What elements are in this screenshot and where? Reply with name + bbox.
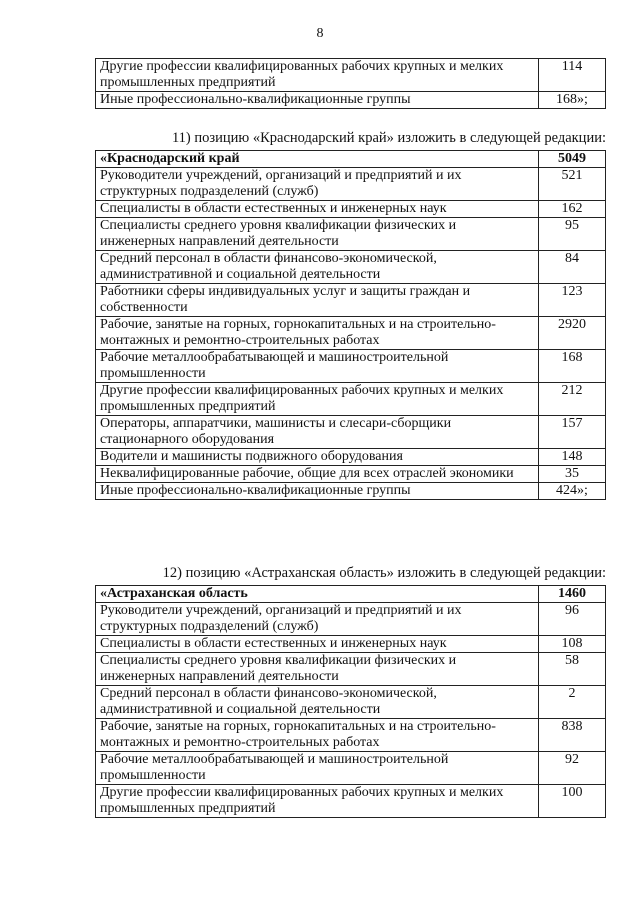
table-astrakhan xyxy=(95,585,606,818)
row-label: Специалисты среднего уровня квалификации физических и инженерных направлений деятельности xyxy=(96,218,539,251)
row-label: Иные профессионально-квалификационные группы xyxy=(96,483,539,500)
table-row xyxy=(96,603,606,636)
row-value: 100 xyxy=(539,785,606,818)
row-value: 148 xyxy=(539,449,606,466)
table-row xyxy=(96,449,606,466)
table-row xyxy=(96,317,606,350)
table-row xyxy=(96,383,606,416)
table-row xyxy=(96,653,606,686)
paragraph-12: 12) позицию «Астраханская область» изложить в следующей редакции: xyxy=(162,565,606,581)
row-label: Иные профессионально-квалификационные группы xyxy=(96,92,539,109)
row-label: Специалисты в области естественных и инженерных наук xyxy=(96,636,539,653)
row-label: Рабочие металлообрабатывающей и машиностроительной промышленности xyxy=(96,752,539,785)
table-top xyxy=(95,58,606,109)
row-label: Другие профессии квалифицированных рабочих крупных и мелких промышленных предприятий xyxy=(96,383,539,416)
row-value: 157 xyxy=(539,416,606,449)
row-label: Руководители учреждений, организаций и предприятий и их структурных подразделений (служб) xyxy=(96,168,539,201)
row-label: Рабочие, занятые на горных, горнокапитальных и на строительно-монтажных и ремонтно-строительных работах xyxy=(96,317,539,350)
row-value: 95 xyxy=(539,218,606,251)
table-header-row xyxy=(96,586,606,603)
row-value: 2920 xyxy=(539,317,606,350)
row-value: 35 xyxy=(539,466,606,483)
row-label: Другие профессии квалифицированных рабочих крупных и мелких промышленных предприятий xyxy=(96,785,539,818)
table-row xyxy=(96,466,606,483)
region-total: 1460 xyxy=(539,586,606,603)
table-row xyxy=(96,92,606,109)
region-total: 5049 xyxy=(539,151,606,168)
row-value: 114 xyxy=(539,59,606,92)
table-krasnodar xyxy=(95,150,606,500)
row-value: 84 xyxy=(539,251,606,284)
table-row xyxy=(96,168,606,201)
row-label: Неквалифицированные рабочие, общие для всех отраслей экономики xyxy=(96,466,539,483)
region-name: «Астраханская область xyxy=(96,586,539,603)
row-value: 212 xyxy=(539,383,606,416)
table-row xyxy=(96,416,606,449)
row-value: 58 xyxy=(539,653,606,686)
row-value: 838 xyxy=(539,719,606,752)
row-label: Рабочие металлообрабатывающей и машиностроительной промышленности xyxy=(96,350,539,383)
row-value: 92 xyxy=(539,752,606,785)
table-row xyxy=(96,284,606,317)
table-row xyxy=(96,350,606,383)
row-value: 2 xyxy=(539,686,606,719)
row-label: Средний персонал в области финансово-экономической, административной и социальной деятельности xyxy=(96,251,539,284)
table-row xyxy=(96,59,606,92)
row-value: 96 xyxy=(539,603,606,636)
row-label: Работники сферы индивидуальных услуг и защиты граждан и собственности xyxy=(96,284,539,317)
row-value: 162 xyxy=(539,201,606,218)
table-row xyxy=(96,686,606,719)
table-row xyxy=(96,719,606,752)
row-value: 108 xyxy=(539,636,606,653)
table-row xyxy=(96,483,606,500)
row-label: Специалисты в области естественных и инженерных наук xyxy=(96,201,539,218)
page-number: 8 xyxy=(316,26,324,41)
row-label: Водители и машинисты подвижного оборудования xyxy=(96,449,539,466)
table-row xyxy=(96,218,606,251)
table-row xyxy=(96,201,606,218)
table-row xyxy=(96,785,606,818)
row-label: Рабочие, занятые на горных, горнокапитальных и на строительно-монтажных и ремонтно-строительных работах xyxy=(96,719,539,752)
row-label: Руководители учреждений, организаций и предприятий и их структурных подразделений (служб) xyxy=(96,603,539,636)
table-header-row xyxy=(96,151,606,168)
table-row xyxy=(96,636,606,653)
row-value: 123 xyxy=(539,284,606,317)
region-name: «Краснодарский край xyxy=(96,151,539,168)
row-label: Другие профессии квалифицированных рабочих крупных и мелких промышленных предприятий xyxy=(96,59,539,92)
row-value: 521 xyxy=(539,168,606,201)
row-label: Средний персонал в области финансово-экономической, административной и социальной деятельности xyxy=(96,686,539,719)
row-label: Специалисты среднего уровня квалификации физических и инженерных направлений деятельности xyxy=(96,653,539,686)
row-label: Операторы, аппаратчики, машинисты и слесари-сборщики стационарного оборудования xyxy=(96,416,539,449)
row-value: 168»; xyxy=(539,92,606,109)
table-row xyxy=(96,752,606,785)
row-value: 168 xyxy=(539,350,606,383)
table-row xyxy=(96,251,606,284)
paragraph-11: 11) позицию «Краснодарский край» изложить в следующей редакции: xyxy=(171,130,606,146)
row-value: 424»; xyxy=(539,483,606,500)
